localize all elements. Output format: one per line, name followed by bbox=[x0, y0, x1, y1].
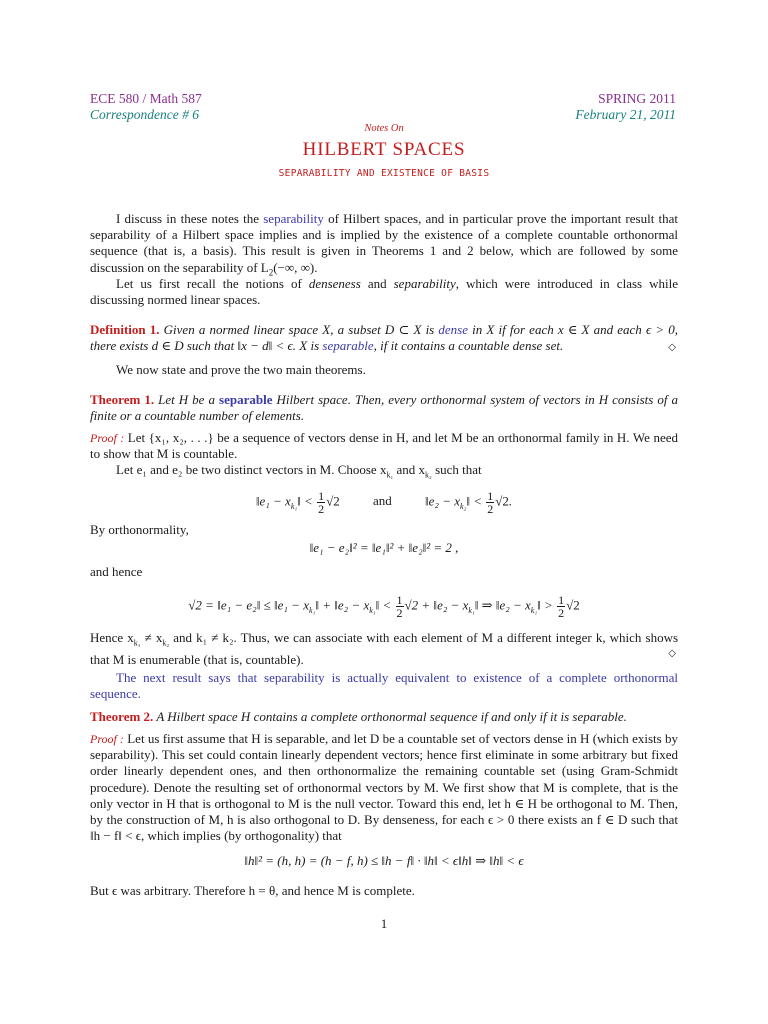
intro-text: and bbox=[360, 276, 394, 291]
proof-text: Let us first assume that H is separable, and let D be a countable set of vectors dense in H (which exists by separability). This set could contain linearly dependent vectors; hence first eliminate in some arbitrary but fixed order linearly dependent ones, and then orthonormalize the remaining countable set (using Gram-Schmidt procedure). Denote the resulting set of orthonormal vectors by M. We first show that M is complete, that is the only vector in H that is orthogonal to M is the null vector. Toward this end, let h ∈ H be orthogonal to M. Then, by the construction of M, h is also orthogonal to D. By denseness, for each ϵ > 0 there exists an f ∈ D such that ‖h − f‖ < ϵ, which implies (by orthogonality) that bbox=[90, 731, 678, 844]
eq-and: and bbox=[372, 493, 392, 509]
subscript: k₂ bbox=[425, 470, 432, 480]
eq-part: ‖ ⇒ ‖e₂ − x bbox=[474, 597, 531, 613]
proof-text: Let {x₁, x₂, . . .} be a sequence of vectors dense in H, and let M be an orthonormal family in H. We need to show that M is countable. bbox=[90, 430, 678, 462]
frac-num: 1 bbox=[558, 593, 565, 607]
eq-part: ‖e₂ − x bbox=[425, 493, 460, 509]
definition-1 bbox=[90, 322, 678, 354]
separable-link[interactable]: separable bbox=[322, 338, 374, 354]
sqrt2: √2 bbox=[495, 493, 509, 509]
frac-den: 2 bbox=[487, 502, 494, 516]
proof-text: Hence x bbox=[90, 630, 134, 645]
intro-text: , which were introduced in class while discussing normed linear spaces. bbox=[90, 276, 678, 308]
eq-subscript: k₁ bbox=[290, 502, 298, 512]
eq-subscript: k₂ bbox=[460, 502, 467, 512]
page-number: 1 bbox=[380, 916, 388, 931]
proof-text: such that bbox=[431, 462, 482, 477]
sqrt2: √2 bbox=[326, 493, 340, 509]
eq-part: ‖ + ‖e₂ − x bbox=[315, 597, 370, 613]
theorem-2-label: Theorem 2. bbox=[90, 709, 154, 724]
definition-text: , if it contains a countable dense set. bbox=[373, 338, 564, 354]
proof-1-line-2 bbox=[90, 462, 678, 484]
frac-den: 2 bbox=[396, 606, 403, 620]
separability-link[interactable]: separability bbox=[263, 211, 324, 226]
theorem-1-label: Theorem 1. bbox=[90, 392, 155, 407]
frac-num: 1 bbox=[396, 593, 403, 607]
eq-part: √2 = ‖e₁ − e₂‖ ≤ ‖e₁ − x bbox=[188, 597, 309, 613]
proof-text: and k₁ ≠ k₂. Thus, we can associate with each element of M a different integer k, which shows that M is enumerable (that is, countable). bbox=[90, 630, 679, 667]
denseness-term: denseness bbox=[308, 276, 361, 291]
proof-text: Let e₁ and e₂ be two distinct vectors in M. Choose x bbox=[116, 462, 387, 477]
end-of-proof-mark: ◇ bbox=[668, 648, 676, 659]
proof-text: ≠ x bbox=[140, 630, 163, 645]
proof-2 bbox=[90, 731, 678, 844]
eq-part: ‖ < bbox=[375, 597, 392, 613]
separable-link[interactable]: separable bbox=[219, 392, 273, 407]
intro-subscript: 2 bbox=[268, 267, 274, 278]
term-label: SPRING 2011 bbox=[598, 91, 676, 106]
theorem-1 bbox=[90, 392, 678, 424]
correspondence-label: Correspondence # 6 bbox=[90, 107, 199, 122]
equation-4: ‖h‖² = (h, h) = (h − f, h) ≤ ‖h − f‖ · ‖h‖ < ϵ‖h‖ ⇒ ‖h‖ < ϵ bbox=[244, 853, 524, 868]
intro-text: Let us first recall the notions of bbox=[116, 276, 309, 291]
date-label: February 21, 2011 bbox=[575, 107, 676, 122]
and-hence: and hence bbox=[90, 564, 143, 579]
proof-1-intro bbox=[90, 430, 678, 462]
eq-part: √2 + ‖e₂ − x bbox=[404, 597, 469, 613]
proof-label: Proof : bbox=[90, 431, 125, 445]
frac-den: 2 bbox=[558, 606, 565, 620]
eq-part: ‖ < bbox=[297, 493, 313, 509]
fraction-half bbox=[486, 490, 494, 515]
intro-text: (−∞, ∞). bbox=[273, 259, 318, 275]
theorem-text: A Hilbert space H contains a complete orthonormal sequence if and only if it is separable. bbox=[153, 709, 627, 724]
end-of-definition-mark: ◇ bbox=[668, 342, 676, 353]
intro-text: of Hilbert spaces, and in particular prove the important result that separability of a Hilbert space implies and is implied by the existence of a complete countable orthonormal sequence (that is, a basis). This result is given in Theorems 1 and 2 below, which are followed by some discussion on the separability of L bbox=[90, 211, 678, 275]
eq-part: ‖ > bbox=[537, 597, 553, 613]
proof-2-conclusion: But ϵ was arbitrary. Therefore h = θ, and hence M is complete. bbox=[90, 883, 415, 898]
eq-part: ‖e₁ − x bbox=[255, 493, 291, 509]
theorem-text: Let H be a bbox=[154, 392, 220, 407]
separability-term: separability bbox=[393, 276, 456, 291]
next-result-text: The next result says that separability is actually equivalent to existence of a complete orthonormal sequence. bbox=[90, 670, 678, 702]
fraction-half bbox=[396, 594, 404, 619]
transition-text: We now state and prove the two main theorems. bbox=[116, 362, 366, 377]
subscript: k₁ bbox=[386, 470, 394, 480]
equation-1: ‖e₁ − $x_{k_1}‖$ < $\frac{1}{2}$ √2 and ‖e₂ − $x_{k_2}‖$ < $\frac{1}{2}$ √2. bbox=[255, 489, 513, 516]
proof-text: and x bbox=[393, 462, 426, 477]
intro-paragraph-2 bbox=[90, 276, 678, 308]
intro-paragraph-1 bbox=[90, 211, 678, 280]
fraction-half bbox=[317, 490, 325, 515]
definition-text: in X if for each x ∈ X and each ϵ > 0, there exists d ∈ D such that ‖x − d‖ < ϵ. X is bbox=[90, 322, 678, 354]
definition-text: Given a normed linear space X, a subset D ⊂ X is bbox=[159, 322, 439, 337]
by-orthonormality: By orthonormality, bbox=[90, 522, 189, 537]
proof-label: Proof : bbox=[90, 732, 124, 746]
fraction-half bbox=[557, 594, 565, 619]
frac-num: 1 bbox=[318, 489, 325, 503]
sqrt2: √2 bbox=[566, 597, 580, 613]
theorem-text: Hilbert space. Then, every orthonormal system of vectors in H consists of a finite or a countable number of elements. bbox=[90, 392, 678, 424]
dense-link[interactable]: dense bbox=[438, 322, 468, 337]
equation-2: ‖e₁ − e₂‖² = ‖e₁‖² + ‖e₂‖² = 2 , bbox=[309, 540, 459, 555]
page-title: HILBERT SPACES bbox=[302, 139, 466, 160]
theorem-2 bbox=[90, 709, 678, 725]
proof-1-conclusion: Hence $x_{k_1} \ne x_{k_2}$ and k₁ ≠ k₂. Thus, we can associate with each element of M a different integer k, which shows that M is enumerable (that is, countable). bbox=[90, 630, 679, 667]
frac-den: 2 bbox=[318, 502, 325, 516]
page-subtitle: SEPARABILITY AND EXISTENCE OF BASIS bbox=[278, 168, 490, 179]
frac-num: 1 bbox=[487, 489, 494, 503]
definition-label: Definition 1. bbox=[90, 322, 160, 337]
equation-3: √2 = ‖e₁ − e₂‖ ≤ ‖e₁ − $x_{k_1}‖$ + ‖e₂ − $x_{k_1}‖$ < $\frac{1}{2}$ √2 + ‖e₂ − $x_{k_1}‖$ ⇒ ‖e₂ − $x_{k_1}‖$ > $\frac{1}{2}$ √2 bbox=[188, 593, 580, 620]
header-left bbox=[90, 91, 202, 123]
eq-part: ‖ < bbox=[466, 493, 483, 509]
intro-text: I discuss in these notes the bbox=[116, 211, 264, 226]
notes-on-label: Notes On bbox=[364, 123, 404, 134]
course-label: ECE 580 / Math 587 bbox=[90, 91, 202, 106]
header-right bbox=[575, 91, 676, 123]
